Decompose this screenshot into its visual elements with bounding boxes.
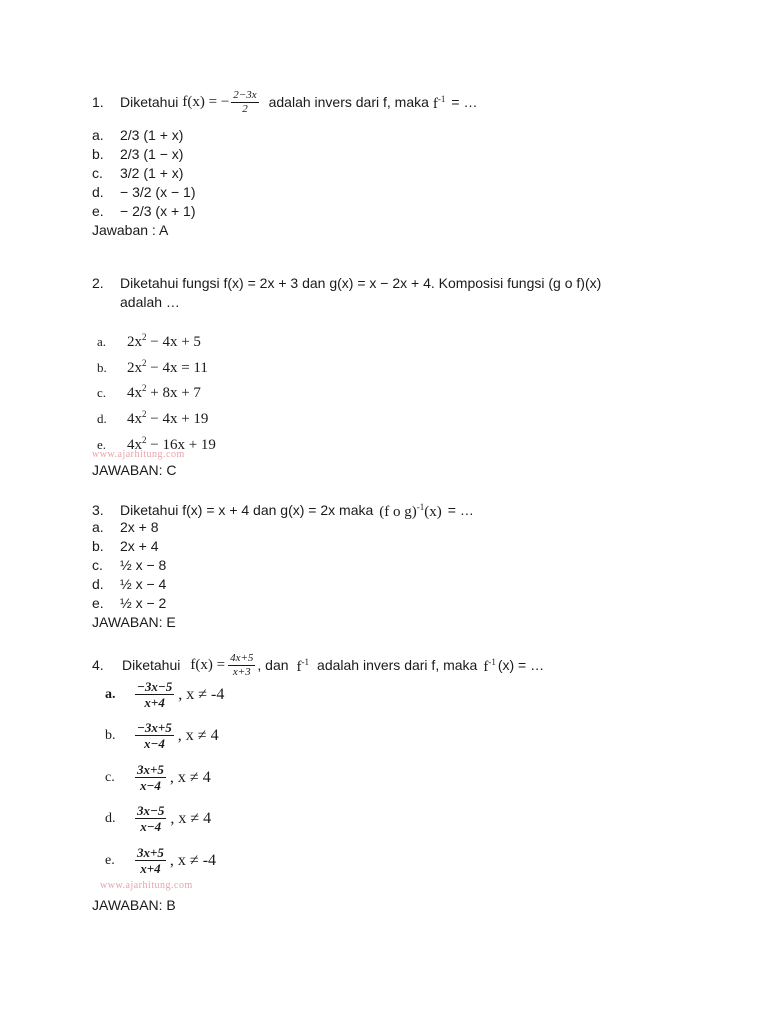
option-list bbox=[92, 126, 195, 240]
option-c: c. 3/2 (1 + x) bbox=[92, 165, 184, 181]
option-b: b. 2x + 4 bbox=[92, 538, 159, 554]
question-text: = … bbox=[451, 93, 478, 110]
question-text: Diketahui bbox=[122, 656, 181, 673]
question-number: 1. bbox=[92, 93, 104, 110]
question-text: adalah invers dari f, maka bbox=[317, 656, 478, 673]
option-list bbox=[92, 518, 176, 632]
answer-text: JAWABAN: C bbox=[92, 462, 177, 478]
question-number: 2. bbox=[92, 275, 104, 291]
question-number: 4. bbox=[92, 656, 104, 673]
function-expression: f(x) = bbox=[190, 656, 226, 673]
question-text: Diketahui fungsi f(x) = 2x + 3 dan g(x) = x − 2x + 4. Komposisi fungsi (g o f)(x) bbox=[120, 275, 602, 291]
option-a: a. 2/3 (1 + x) bbox=[92, 127, 184, 143]
fraction-denominator: x+3 bbox=[228, 665, 255, 678]
question-2 bbox=[92, 274, 601, 312]
question-text: , dan bbox=[257, 656, 289, 673]
answer-text: Jawaban : A bbox=[92, 222, 169, 238]
question-1 bbox=[92, 89, 477, 115]
option-d: d. − 3/2 (x − 1) bbox=[92, 184, 196, 200]
question-4 bbox=[92, 650, 544, 680]
option-a: a. 2x + 8 bbox=[92, 519, 159, 535]
option-d: d. ½ x − 4 bbox=[92, 576, 167, 592]
inverse-symbol: $f^{-1}$ bbox=[483, 657, 496, 675]
question-text: Diketahui bbox=[120, 93, 179, 110]
composition-expression: (f o g)$^{-1}$(x) bbox=[379, 502, 442, 520]
option-a: a. $2x^2 - 4x + 5$ bbox=[97, 332, 201, 350]
watermark: www.ajarhitung.com bbox=[92, 449, 185, 460]
option-e: e. $4x^2 - 16x + 19$ bbox=[97, 435, 216, 453]
question-text: adalah invers dari f, maka bbox=[268, 93, 429, 110]
option-b: b. $\frac{-3x+5}{x-4}$ , x ≠ 4 bbox=[105, 720, 219, 751]
inverse-symbol: $f^{-1}$ bbox=[296, 657, 310, 675]
option-d: d. $\frac{3x-5}{x-4}$ , x ≠ 4 bbox=[105, 803, 212, 834]
watermark: www.ajarhitung.com bbox=[100, 880, 193, 891]
option-b: b. 2/3 (1 − x) bbox=[92, 146, 184, 162]
question-text: = … bbox=[447, 501, 474, 518]
fraction bbox=[231, 90, 258, 115]
question-text: adalah … bbox=[120, 294, 180, 310]
inverse-symbol: $f^{-1}$ bbox=[432, 94, 446, 112]
answer-text: JAWABAN: B bbox=[92, 897, 176, 913]
option-c: c. $\frac{3x+5}{x-4}$ , x ≠ 4 bbox=[105, 762, 211, 793]
fraction-numerator: 4x+5 bbox=[230, 651, 254, 664]
function-expression: f(x) = − bbox=[182, 93, 230, 110]
fraction-denominator: 2 bbox=[231, 102, 258, 115]
fraction bbox=[228, 653, 255, 678]
option-b: b. $2x^2 - 4x = 11$ bbox=[97, 358, 208, 376]
option-c: c. ½ x − 8 bbox=[92, 557, 167, 573]
option-a: a. $\frac{-3x-5}{x+4}$ , x ≠ -4 bbox=[105, 679, 225, 710]
option-d: d. $4x^2 - 4x + 19$ bbox=[97, 409, 209, 427]
fraction-numerator: 2−3x bbox=[233, 88, 257, 101]
question-number: 3. bbox=[92, 501, 104, 518]
option-e: e. − 2/3 (x + 1) bbox=[92, 203, 196, 219]
option-c: c. $4x^2 + 8x + 7$ bbox=[97, 383, 201, 401]
question-text: (x) = … bbox=[497, 656, 545, 673]
question-text: Diketahui f(x) = x + 4 dan g(x) = 2x maka bbox=[120, 501, 374, 518]
option-e: e. $\frac{3x+5}{x+4}$ , x ≠ -4 bbox=[105, 845, 217, 876]
option-e: e. ½ x − 2 bbox=[92, 595, 167, 611]
answer-text: JAWABAN: E bbox=[92, 614, 176, 630]
